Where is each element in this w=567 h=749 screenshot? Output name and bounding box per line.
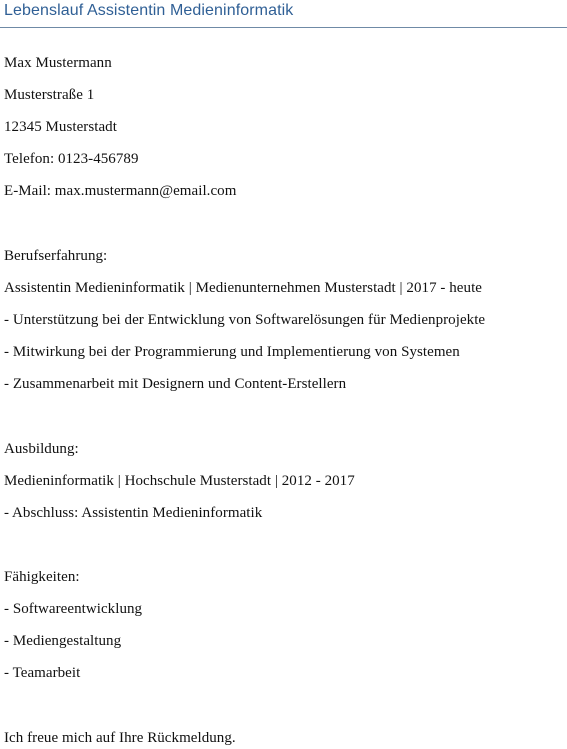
experience-item: - Mitwirkung bei der Programmierung und Implementierung von Systemen [4, 344, 460, 360]
contact-name: Max Mustermann [4, 55, 112, 71]
document-title: Lebenslauf Assistentin Medieninformatik [4, 2, 294, 19]
skills-item: - Teamarbeit [4, 665, 81, 681]
experience-heading: Berufserfahrung: [4, 248, 108, 264]
contact-street: Musterstraße 1 [4, 87, 95, 103]
skills-item: - Mediengestaltung [4, 633, 122, 649]
education-heading: Ausbildung: [4, 441, 79, 457]
contact-email: E-Mail: max.mustermann@email.com [4, 183, 237, 199]
experience-position: Assistentin Medieninformatik | Medienunternehmen Musterstadt | 2017 - heute [4, 280, 482, 296]
experience-item: - Zusammenarbeit mit Designern und Content-Erstellern [4, 376, 347, 392]
skills-item: - Softwareentwicklung [4, 601, 143, 617]
contact-city: 12345 Musterstadt [4, 119, 117, 135]
closing-text: Ich freue mich auf Ihre Rückmeldung. [4, 730, 236, 746]
experience-item: - Unterstützung bei der Entwicklung von Softwarelösungen für Medienprojekte [4, 312, 486, 328]
education-degree: - Abschluss: Assistentin Medieninformatik [4, 505, 263, 521]
document-header [0, 0, 567, 28]
education-entry: Medieninformatik | Hochschule Musterstadt | 2012 - 2017 [4, 473, 355, 489]
skills-heading: Fähigkeiten: [4, 569, 80, 585]
contact-phone: Telefon: 0123-456789 [4, 151, 139, 167]
